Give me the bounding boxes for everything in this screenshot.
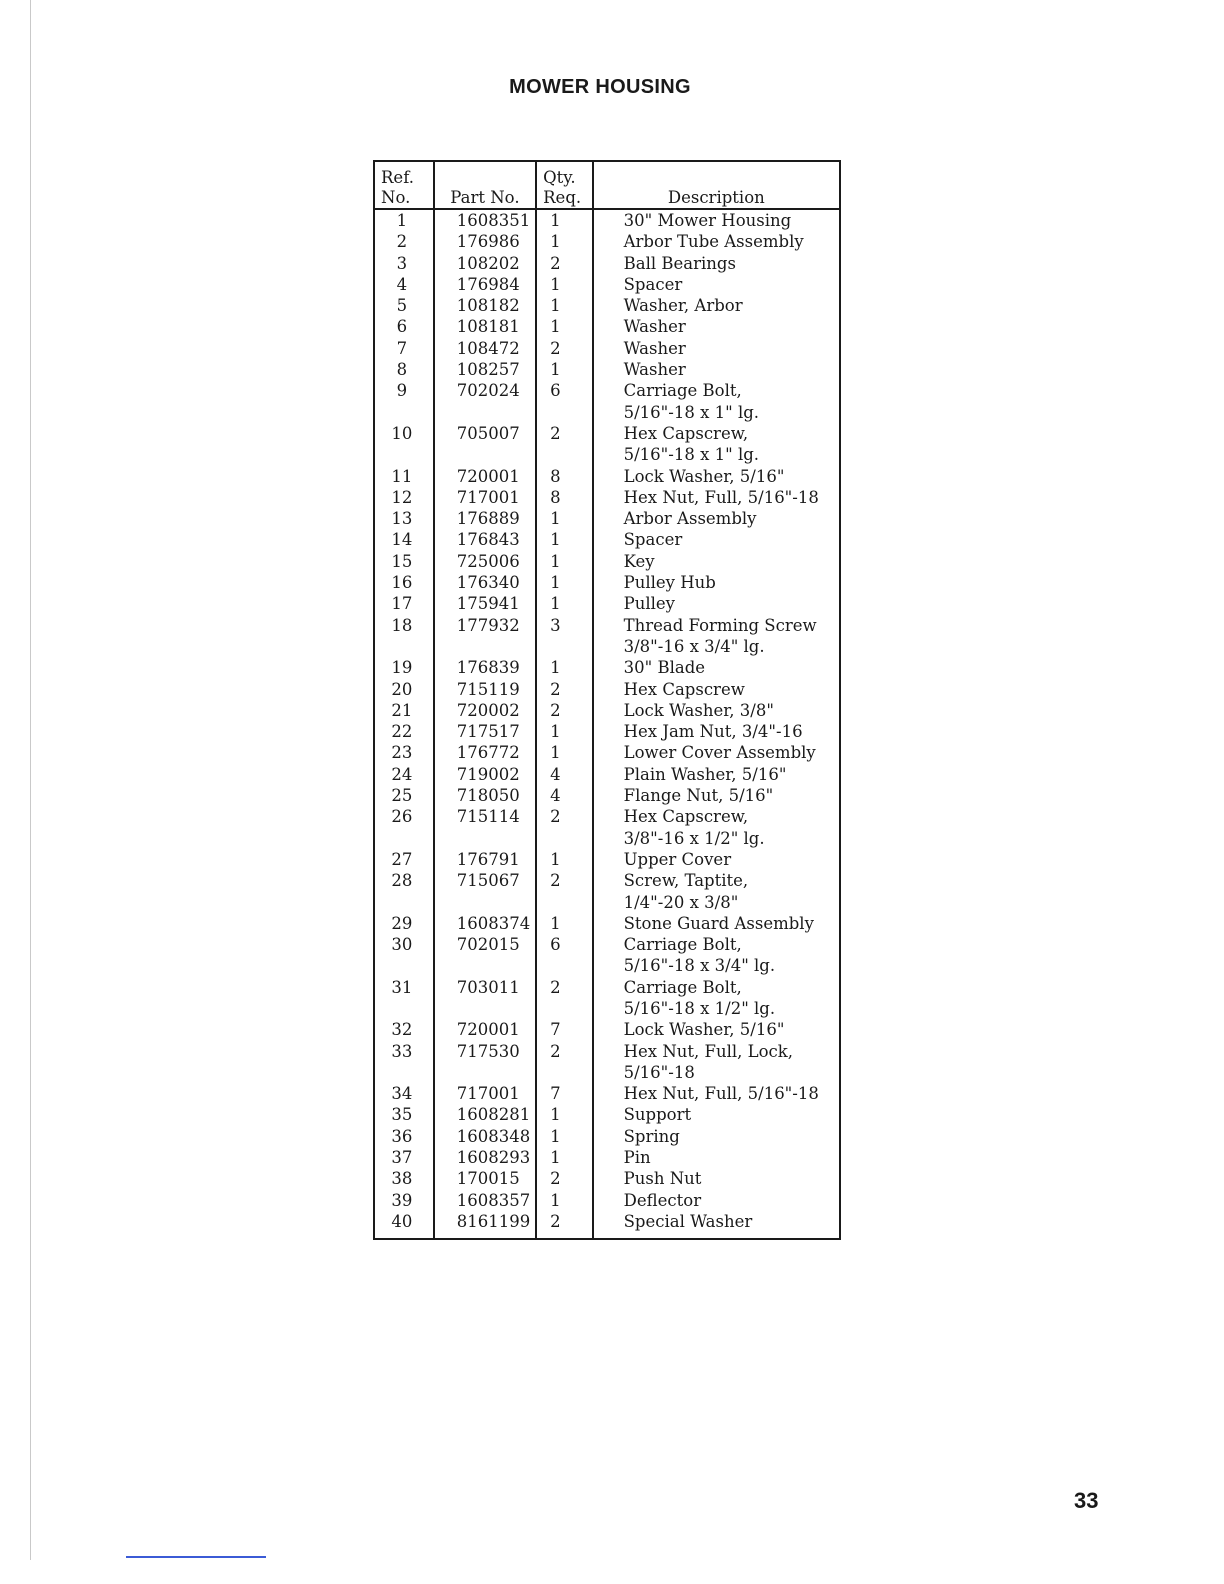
part-no-cell: 725006 <box>434 551 536 572</box>
qty-cell: 1 <box>536 529 593 550</box>
part-no-cell: 8161199 <box>434 1211 536 1239</box>
description-cell <box>593 700 840 721</box>
qty-cell: 1 <box>536 657 593 678</box>
description-line: 5/16"-18 x 1/2" lg. <box>623 998 776 1018</box>
qty-cell: 1 <box>536 508 593 529</box>
ref-no-cell: 19 <box>374 657 434 678</box>
qty-cell: 2 <box>536 977 593 1020</box>
part-no-cell: 715067 <box>434 870 536 913</box>
description-line: 5/16"-18 x 3/4" lg. <box>623 956 776 976</box>
description-line: Upper Cover <box>623 849 732 869</box>
description-cell <box>593 274 840 295</box>
description-line: Spacer <box>623 530 683 550</box>
description-line: Carriage Bolt, <box>623 381 742 401</box>
description-cell <box>593 913 840 934</box>
description-line: Pulley <box>623 594 675 614</box>
description-cell <box>593 466 840 487</box>
part-no-cell: 720001 <box>434 1019 536 1040</box>
description-cell <box>593 253 840 274</box>
header-ref-no <box>374 161 434 209</box>
qty-cell: 1 <box>536 1126 593 1147</box>
table-row <box>374 977 840 1020</box>
bottom-rule <box>126 1556 266 1558</box>
ref-no-cell: 38 <box>374 1168 434 1189</box>
table-row <box>374 253 840 274</box>
part-no-cell: 715119 <box>434 679 536 700</box>
description-cell <box>593 1019 840 1040</box>
ref-no-cell: 18 <box>374 615 434 658</box>
ref-no-cell: 26 <box>374 806 434 849</box>
part-no-cell: 176791 <box>434 849 536 870</box>
description-line: 3/8"-16 x 1/2" lg. <box>623 828 765 848</box>
part-no-cell: 1608293 <box>434 1147 536 1168</box>
description-line: Washer <box>623 360 686 380</box>
page-number: 33 <box>1074 1488 1099 1513</box>
qty-cell: 1 <box>536 316 593 337</box>
parts-table-body <box>374 209 840 1239</box>
qty-cell: 3 <box>536 615 593 658</box>
part-no-cell: 108257 <box>434 359 536 380</box>
description-line: 5/16"-18 x 1" lg. <box>623 445 760 465</box>
part-no-cell: 703011 <box>434 977 536 1020</box>
description-cell <box>593 593 840 614</box>
description-line: Ball Bearings <box>623 253 736 273</box>
description-cell <box>593 934 840 977</box>
table-row <box>374 615 840 658</box>
ref-no-cell: 17 <box>374 593 434 614</box>
description-cell <box>593 615 840 658</box>
description-cell <box>593 359 840 380</box>
table-row <box>374 338 840 359</box>
qty-cell: 1 <box>536 721 593 742</box>
qty-cell: 1 <box>536 209 593 231</box>
description-cell <box>593 316 840 337</box>
qty-cell: 1 <box>536 593 593 614</box>
description-line: Spacer <box>623 274 683 294</box>
ref-no-cell: 9 <box>374 380 434 423</box>
qty-cell: 1 <box>536 295 593 316</box>
description-cell <box>593 1083 840 1104</box>
header-ref-line1: Ref. <box>381 168 414 187</box>
table-row <box>374 209 840 231</box>
description-line: Arbor Tube Assembly <box>623 232 804 252</box>
part-no-cell: 1608348 <box>434 1126 536 1147</box>
description-line: Plain Washer, 5/16" <box>623 764 787 784</box>
header-qty-line1: Qty. <box>543 168 576 187</box>
qty-cell: 8 <box>536 487 593 508</box>
ref-no-cell: 20 <box>374 679 434 700</box>
description-line: Hex Capscrew <box>623 679 745 699</box>
description-line: 5/16"-18 x 1" lg. <box>623 402 760 422</box>
qty-cell: 2 <box>536 1168 593 1189</box>
ref-no-cell: 32 <box>374 1019 434 1040</box>
description-line: 30" Mower Housing <box>623 211 792 230</box>
qty-cell: 1 <box>536 849 593 870</box>
qty-cell: 2 <box>536 253 593 274</box>
ref-no-cell: 10 <box>374 423 434 466</box>
qty-cell: 2 <box>536 870 593 913</box>
table-row <box>374 1019 840 1040</box>
table-row <box>374 380 840 423</box>
description-line: Lock Washer, 5/16" <box>623 1020 785 1040</box>
header-part-no: Part No. <box>434 161 536 209</box>
description-cell <box>593 338 840 359</box>
description-cell <box>593 295 840 316</box>
ref-no-cell: 16 <box>374 572 434 593</box>
table-row <box>374 934 840 977</box>
description-line: Flange Nut, 5/16" <box>623 786 774 806</box>
table-row <box>374 551 840 572</box>
description-line: 30" Blade <box>623 658 706 678</box>
qty-cell: 1 <box>536 551 593 572</box>
ref-no-cell: 15 <box>374 551 434 572</box>
part-no-cell: 717001 <box>434 1083 536 1104</box>
ref-no-cell: 36 <box>374 1126 434 1147</box>
description-cell <box>593 508 840 529</box>
table-row <box>374 359 840 380</box>
ref-no-cell: 30 <box>374 934 434 977</box>
part-no-cell: 170015 <box>434 1168 536 1189</box>
part-no-cell: 176986 <box>434 231 536 252</box>
description-cell <box>593 806 840 849</box>
part-no-cell: 702015 <box>434 934 536 977</box>
description-line: Support <box>623 1105 692 1125</box>
description-cell <box>593 209 840 231</box>
qty-cell: 1 <box>536 742 593 763</box>
table-row <box>374 231 840 252</box>
ref-no-cell: 39 <box>374 1190 434 1211</box>
table-row <box>374 913 840 934</box>
table-row <box>374 1041 840 1084</box>
ref-no-cell: 35 <box>374 1104 434 1125</box>
ref-no-cell: 14 <box>374 529 434 550</box>
description-line: Lower Cover Assembly <box>623 743 816 763</box>
part-no-cell: 1608351 <box>434 209 536 231</box>
header-qty-line2: Req. <box>543 188 582 207</box>
ref-no-cell: 2 <box>374 231 434 252</box>
part-no-cell: 176984 <box>434 274 536 295</box>
ref-no-cell: 34 <box>374 1083 434 1104</box>
qty-cell: 2 <box>536 679 593 700</box>
description-line: Hex Capscrew, <box>623 807 749 827</box>
table-row <box>374 870 840 913</box>
description-line: 1/4"-20 x 3/8" <box>623 892 739 912</box>
description-cell <box>593 977 840 1020</box>
qty-cell: 1 <box>536 1104 593 1125</box>
header-qty-req <box>536 161 593 209</box>
qty-cell: 2 <box>536 423 593 466</box>
description-line: 3/8"-16 x 3/4" lg. <box>623 636 765 656</box>
description-cell <box>593 1190 840 1211</box>
table-row <box>374 1190 840 1211</box>
table-row <box>374 423 840 466</box>
ref-no-cell: 11 <box>374 466 434 487</box>
description-line: Hex Nut, Full, 5/16"-18 <box>623 487 819 507</box>
description-cell <box>593 423 840 466</box>
ref-no-cell: 27 <box>374 849 434 870</box>
table-row <box>374 849 840 870</box>
description-cell <box>593 380 840 423</box>
qty-cell: 2 <box>536 1211 593 1239</box>
description-line: Deflector <box>623 1190 702 1210</box>
description-line: Hex Capscrew, <box>623 423 749 443</box>
description-cell <box>593 657 840 678</box>
ref-no-cell: 12 <box>374 487 434 508</box>
ref-no-cell: 25 <box>374 785 434 806</box>
qty-cell: 1 <box>536 231 593 252</box>
description-line: Lock Washer, 3/8" <box>623 700 774 720</box>
description-cell <box>593 870 840 913</box>
table-row <box>374 742 840 763</box>
description-cell <box>593 721 840 742</box>
qty-cell: 2 <box>536 700 593 721</box>
binder-margin-line <box>30 0 31 1560</box>
ref-no-cell: 33 <box>374 1041 434 1084</box>
description-line: Arbor Assembly <box>623 509 757 529</box>
description-line: Hex Nut, Full, 5/16"-18 <box>623 1084 819 1104</box>
ref-no-cell: 24 <box>374 764 434 785</box>
table-row <box>374 764 840 785</box>
ref-no-cell: 23 <box>374 742 434 763</box>
table-row <box>374 1211 840 1239</box>
qty-cell: 6 <box>536 934 593 977</box>
qty-cell: 1 <box>536 572 593 593</box>
table-row <box>374 466 840 487</box>
ref-no-cell: 29 <box>374 913 434 934</box>
part-no-cell: 719002 <box>434 764 536 785</box>
table-row <box>374 593 840 614</box>
header-ref-line2: No. <box>381 188 411 207</box>
ref-no-cell: 6 <box>374 316 434 337</box>
part-no-cell: 175941 <box>434 593 536 614</box>
table-row <box>374 316 840 337</box>
part-no-cell: 108182 <box>434 295 536 316</box>
description-cell <box>593 742 840 763</box>
qty-cell: 6 <box>536 380 593 423</box>
part-no-cell: 717517 <box>434 721 536 742</box>
part-no-cell: 176340 <box>434 572 536 593</box>
description-cell <box>593 551 840 572</box>
description-line: Washer <box>623 317 686 337</box>
description-line: Carriage Bolt, <box>623 935 742 955</box>
description-line: Screw, Taptite, <box>623 871 749 891</box>
table-row <box>374 700 840 721</box>
ref-no-cell: 3 <box>374 253 434 274</box>
qty-cell: 1 <box>536 1147 593 1168</box>
qty-cell: 2 <box>536 1041 593 1084</box>
table-row <box>374 657 840 678</box>
table-row <box>374 1147 840 1168</box>
qty-cell: 2 <box>536 806 593 849</box>
description-cell <box>593 1168 840 1189</box>
description-line: Lock Washer, 5/16" <box>623 466 785 486</box>
description-cell <box>593 529 840 550</box>
part-no-cell: 718050 <box>434 785 536 806</box>
qty-cell: 2 <box>536 338 593 359</box>
qty-cell: 8 <box>536 466 593 487</box>
description-line: Stone Guard Assembly <box>623 913 814 933</box>
ref-no-cell: 31 <box>374 977 434 1020</box>
description-cell <box>593 1211 840 1239</box>
ref-no-cell: 5 <box>374 295 434 316</box>
part-no-cell: 705007 <box>434 423 536 466</box>
ref-no-cell: 4 <box>374 274 434 295</box>
description-line: Key <box>623 551 655 571</box>
description-cell <box>593 1126 840 1147</box>
ref-no-cell: 21 <box>374 700 434 721</box>
description-cell <box>593 764 840 785</box>
ref-no-cell: 7 <box>374 338 434 359</box>
part-no-cell: 717530 <box>434 1041 536 1084</box>
qty-cell: 7 <box>536 1019 593 1040</box>
table-row <box>374 1104 840 1125</box>
description-line: Thread Forming Screw <box>623 615 817 635</box>
part-no-cell: 176843 <box>434 529 536 550</box>
table-row <box>374 1083 840 1104</box>
part-no-cell: 702024 <box>434 380 536 423</box>
description-cell <box>593 1041 840 1084</box>
part-no-cell: 177932 <box>434 615 536 658</box>
description-line: Pin <box>623 1148 651 1168</box>
qty-cell: 4 <box>536 785 593 806</box>
ref-no-cell: 22 <box>374 721 434 742</box>
part-no-cell: 176889 <box>434 508 536 529</box>
part-no-cell: 108181 <box>434 316 536 337</box>
table-row <box>374 487 840 508</box>
part-no-cell: 108202 <box>434 253 536 274</box>
table-row <box>374 1168 840 1189</box>
ref-no-cell: 1 <box>374 209 434 231</box>
part-no-cell: 717001 <box>434 487 536 508</box>
description-line: Push Nut <box>623 1169 702 1189</box>
description-line: Washer <box>623 338 686 358</box>
ref-no-cell: 37 <box>374 1147 434 1168</box>
header-description: Description <box>593 161 840 209</box>
table-row <box>374 295 840 316</box>
part-no-cell: 720001 <box>434 466 536 487</box>
qty-cell: 1 <box>536 359 593 380</box>
qty-cell: 1 <box>536 1190 593 1211</box>
description-cell <box>593 572 840 593</box>
qty-cell: 1 <box>536 913 593 934</box>
description-cell <box>593 1147 840 1168</box>
description-cell <box>593 785 840 806</box>
table-row <box>374 785 840 806</box>
ref-no-cell: 28 <box>374 870 434 913</box>
table-row <box>374 572 840 593</box>
part-no-cell: 108472 <box>434 338 536 359</box>
part-no-cell: 176839 <box>434 657 536 678</box>
description-cell <box>593 679 840 700</box>
table-row <box>374 529 840 550</box>
description-cell <box>593 849 840 870</box>
description-line: Hex Nut, Full, Lock, <box>623 1041 794 1061</box>
ref-no-cell: 13 <box>374 508 434 529</box>
table-row <box>374 508 840 529</box>
page-title: MOWER HOUSING <box>509 76 691 98</box>
part-no-cell: 1608357 <box>434 1190 536 1211</box>
part-no-cell: 176772 <box>434 742 536 763</box>
qty-cell: 1 <box>536 274 593 295</box>
description-line: Spring <box>623 1126 680 1146</box>
description-cell <box>593 487 840 508</box>
table-row <box>374 274 840 295</box>
description-line: Carriage Bolt, <box>623 977 742 997</box>
qty-cell: 7 <box>536 1083 593 1104</box>
part-no-cell: 1608281 <box>434 1104 536 1125</box>
qty-cell: 4 <box>536 764 593 785</box>
ref-no-cell: 40 <box>374 1211 434 1239</box>
table-row <box>374 679 840 700</box>
description-cell <box>593 1104 840 1125</box>
part-no-cell: 715114 <box>434 806 536 849</box>
parts-table <box>373 160 841 1240</box>
ref-no-cell: 8 <box>374 359 434 380</box>
table-row <box>374 806 840 849</box>
description-line: Hex Jam Nut, 3/4"-16 <box>623 722 803 742</box>
description-line: Special Washer <box>623 1211 753 1231</box>
description-line: 5/16"-18 <box>623 1062 695 1082</box>
part-no-cell: 720002 <box>434 700 536 721</box>
table-header-row <box>374 161 840 209</box>
part-no-cell: 1608374 <box>434 913 536 934</box>
description-line: Pulley Hub <box>623 573 716 593</box>
description-line: Washer, Arbor <box>623 296 743 316</box>
table-row <box>374 721 840 742</box>
description-cell <box>593 231 840 252</box>
table-row <box>374 1126 840 1147</box>
